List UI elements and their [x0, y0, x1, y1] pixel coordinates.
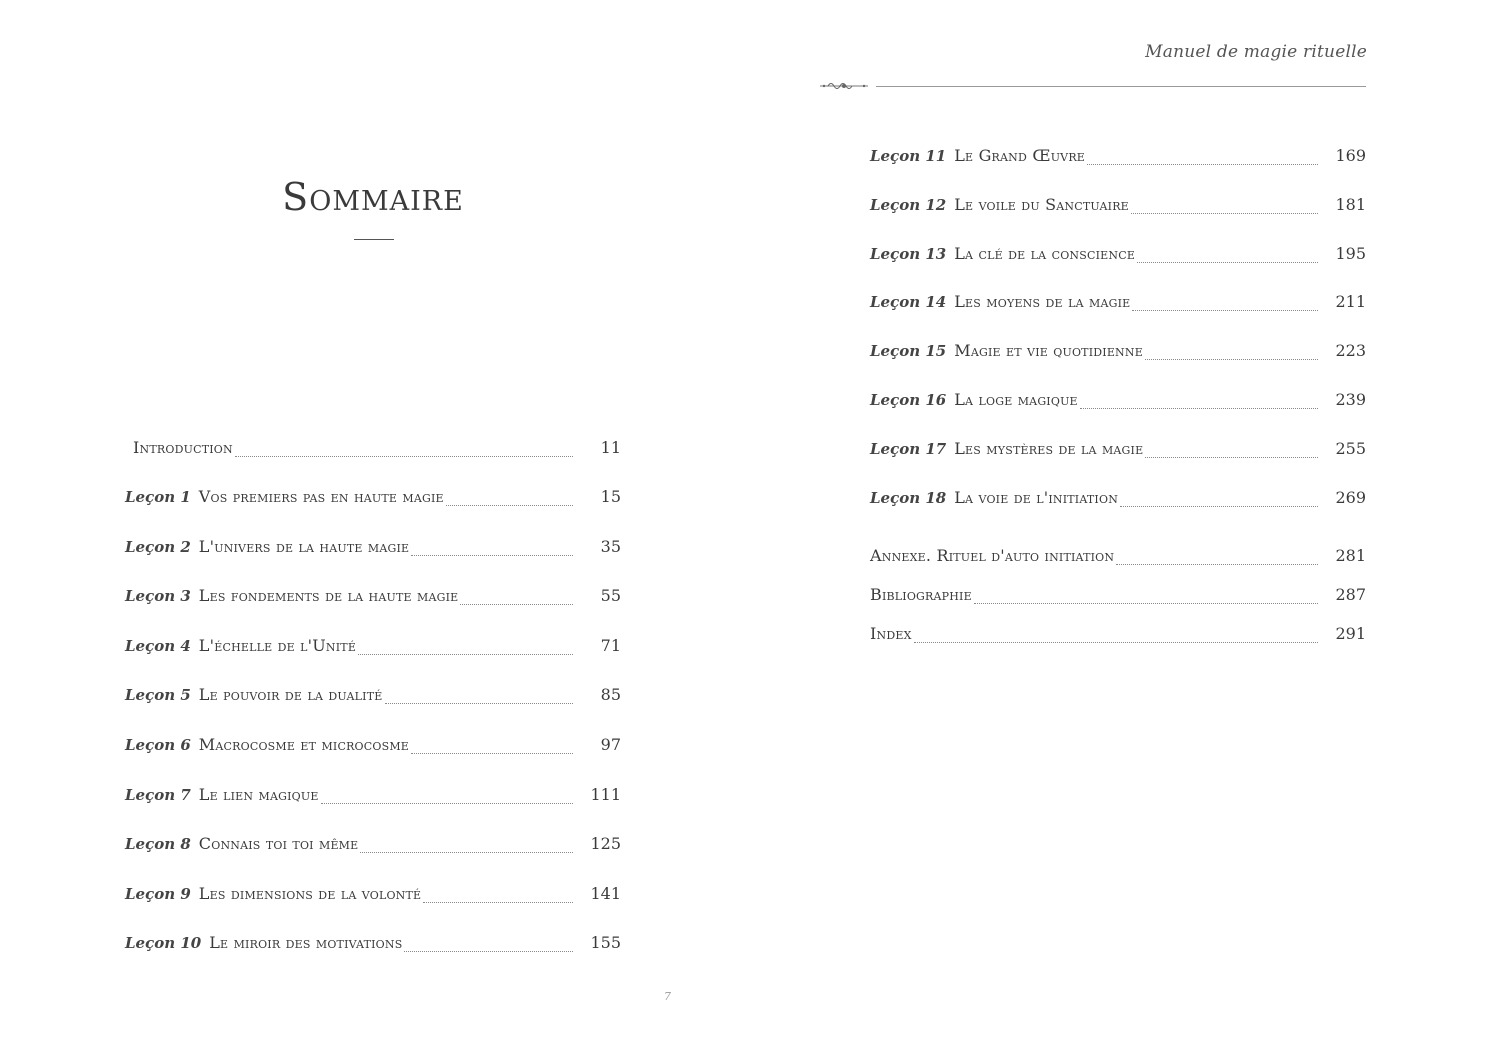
- toc-entry-lesson-3[interactable]: [125, 586, 621, 610]
- toc-page-number: 223: [1335, 341, 1366, 360]
- toc-page-number: 85: [600, 685, 621, 704]
- dot-leader: [423, 902, 573, 903]
- toc-lesson-number: Leçon 2: [125, 538, 191, 556]
- toc-lesson-number: Leçon 14: [870, 293, 947, 311]
- toc-page-number: 255: [1335, 439, 1366, 458]
- toc-entry-lesson-15[interactable]: [870, 341, 1366, 365]
- toc-page-number: 281: [1335, 546, 1366, 565]
- toc-entry-lesson-7[interactable]: [125, 785, 621, 809]
- toc-entry-title: L'échelle de l'Unité: [198, 636, 357, 655]
- toc-entry-title: Le Grand Œuvre: [954, 146, 1086, 165]
- dot-leader: [1131, 213, 1318, 214]
- toc-entry-title: Le miroir des motivations: [209, 933, 403, 952]
- page-title: Sommaire: [282, 175, 464, 220]
- toc-page-number: 125: [590, 834, 621, 853]
- dot-leader: [411, 555, 573, 556]
- toc-entry-lesson-11[interactable]: [870, 146, 1366, 170]
- toc-entry-title: Le lien magique: [198, 785, 319, 804]
- toc-entry-title: Index: [870, 624, 912, 643]
- toc-entry-title: Les dimensions de la volonté: [198, 884, 422, 903]
- toc-entry-title: Vos premiers pas en haute magie: [198, 487, 444, 506]
- toc-entry-title: Macrocosme et microcosme: [198, 735, 410, 754]
- toc-entry-lesson-14[interactable]: [870, 292, 1366, 316]
- dot-leader: [974, 603, 1318, 604]
- dot-leader: [1080, 408, 1318, 409]
- toc-entry-lesson-16[interactable]: [870, 390, 1366, 414]
- toc-entry-title: L'univers de la haute magie: [198, 537, 410, 556]
- dot-leader: [460, 604, 573, 605]
- toc-entry-lesson-8[interactable]: [125, 834, 621, 858]
- toc-lesson-number: Leçon 11: [870, 147, 947, 165]
- toc-page-number: 169: [1335, 146, 1366, 165]
- toc-entry-title: Les moyens de la magie: [954, 292, 1131, 311]
- toc-entry-introduction[interactable]: [125, 438, 621, 462]
- toc-entry-title: La loge magique: [954, 390, 1078, 409]
- dot-leader: [1137, 262, 1318, 263]
- toc-entry-title: Introduction: [133, 438, 233, 457]
- toc-lesson-number: Leçon 18: [870, 489, 947, 507]
- dot-leader: [1132, 310, 1318, 311]
- flourish-ornament-icon: [818, 78, 870, 94]
- page-folio: 7: [664, 990, 671, 1003]
- toc-entry-bibliography[interactable]: [870, 585, 1366, 609]
- toc-entry-title: Les fondements de la haute magie: [198, 586, 459, 605]
- toc-entry-title: La clé de la conscience: [954, 244, 1136, 263]
- toc-entry-lesson-13[interactable]: [870, 244, 1366, 268]
- toc-page-number: 181: [1335, 195, 1366, 214]
- toc-page-number: 239: [1335, 390, 1366, 409]
- toc-page-number: 111: [590, 785, 621, 804]
- toc-entry-lesson-18[interactable]: [870, 488, 1366, 512]
- toc-entry-lesson-10[interactable]: [125, 933, 621, 957]
- toc-entry-appendix[interactable]: [870, 546, 1366, 570]
- toc-entry-title: Le pouvoir de la dualité: [198, 685, 383, 704]
- dot-leader: [358, 654, 573, 655]
- dot-leader: [235, 456, 573, 457]
- toc-lesson-number: Leçon 7: [125, 786, 191, 804]
- toc-page-number: 155: [590, 933, 621, 952]
- dot-leader: [914, 642, 1318, 643]
- running-header: Manuel de magie rituelle: [1145, 42, 1367, 62]
- toc-page-number: 141: [590, 884, 621, 903]
- toc-entry-lesson-4[interactable]: [125, 636, 621, 660]
- toc-entry-title: Le voile du Sanctuaire: [954, 195, 1129, 214]
- toc-lesson-number: Leçon 12: [870, 196, 947, 214]
- toc-entry-title: Les mystères de la magie: [954, 439, 1144, 458]
- toc-lesson-number: Leçon 10: [125, 934, 202, 952]
- toc-entry-lesson-1[interactable]: [125, 487, 621, 511]
- toc-page-number: 15: [600, 487, 621, 506]
- dot-leader: [1087, 164, 1318, 165]
- dot-leader: [1145, 457, 1318, 458]
- toc-lesson-number: Leçon 13: [870, 245, 947, 263]
- dot-leader: [1120, 506, 1318, 507]
- toc-entry-lesson-12[interactable]: [870, 195, 1366, 219]
- title-divider: [354, 239, 394, 240]
- dot-leader: [1145, 359, 1318, 360]
- toc-page-number: 195: [1335, 244, 1366, 263]
- toc-entry-title: La voie de l'initiation: [954, 488, 1119, 507]
- toc-page-number: 35: [600, 537, 621, 556]
- toc-entry-title: Bibliographie: [870, 585, 972, 604]
- dot-leader: [411, 753, 573, 754]
- dot-leader: [360, 852, 573, 853]
- toc-entry-lesson-6[interactable]: [125, 735, 621, 759]
- toc-lesson-number: Leçon 3: [125, 587, 191, 605]
- toc-entry-title: Annexe. Rituel d'auto initiation: [870, 546, 1115, 565]
- toc-lesson-number: Leçon 8: [125, 835, 191, 853]
- toc-lesson-number: Leçon 1: [125, 488, 191, 506]
- dot-leader: [446, 505, 573, 506]
- toc-lesson-number: Leçon 17: [870, 440, 947, 458]
- dot-leader: [321, 803, 573, 804]
- toc-lesson-number: Leçon 4: [125, 637, 191, 655]
- toc-page-number: 55: [600, 586, 621, 605]
- toc-lesson-number: Leçon 15: [870, 342, 947, 360]
- toc-entry-title: Magie et vie quotidienne: [954, 341, 1143, 360]
- toc-page-number: 211: [1335, 292, 1366, 311]
- toc-page-number: 97: [600, 735, 621, 754]
- toc-entry-title: Connais toi toi même: [198, 834, 359, 853]
- toc-lesson-number: Leçon 9: [125, 885, 191, 903]
- toc-entry-lesson-17[interactable]: [870, 439, 1366, 463]
- toc-lesson-number: Leçon 6: [125, 736, 191, 754]
- toc-page-number: 291: [1335, 624, 1366, 643]
- toc-page-number: 287: [1335, 585, 1366, 604]
- toc-lesson-number: Leçon 5: [125, 686, 191, 704]
- dot-leader: [404, 951, 573, 952]
- dot-leader: [1116, 564, 1318, 565]
- toc-entry-lesson-2[interactable]: [125, 537, 621, 561]
- toc-entry-index[interactable]: [870, 624, 1366, 648]
- toc-entry-lesson-5[interactable]: [125, 685, 621, 709]
- header-rule: [876, 86, 1366, 87]
- toc-page-number: 269: [1335, 488, 1366, 507]
- toc-lesson-number: Leçon 16: [870, 391, 947, 409]
- dot-leader: [385, 703, 574, 704]
- toc-entry-lesson-9[interactable]: [125, 884, 621, 908]
- toc-page-number: 11: [600, 438, 621, 457]
- toc-page-number: 71: [600, 636, 621, 655]
